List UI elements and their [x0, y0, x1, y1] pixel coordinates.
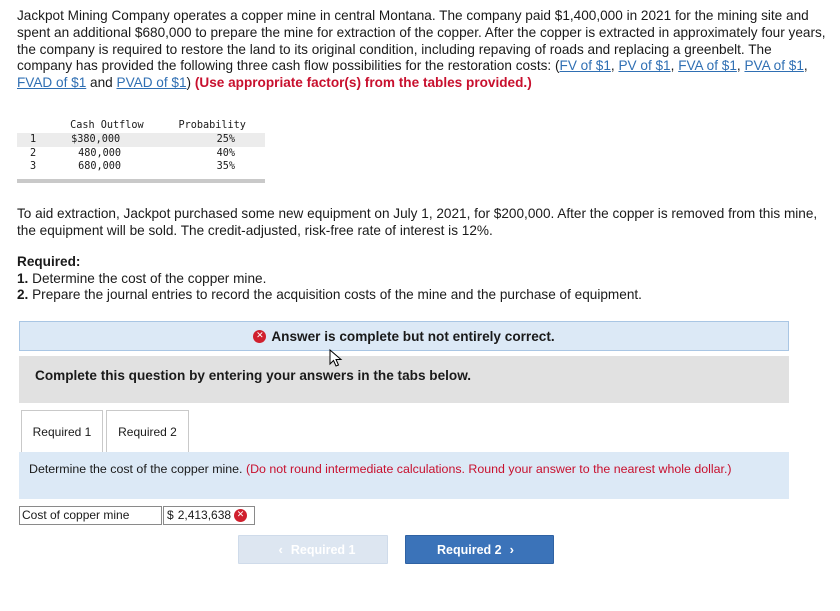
table-row — [17, 133, 265, 147]
header-cash-outflow: Cash Outflow — [70, 120, 144, 131]
probability-value: 40% — [216, 147, 235, 159]
required-item-2: 2. Prepare the journal entries to record the acquisition costs of the mine and the purchase of equipment. — [17, 287, 642, 303]
factor-instruction: (Use appropriate factor(s) from the tables provided.) — [194, 75, 532, 91]
link-fv-of-1[interactable]: FV of $1 — [559, 58, 611, 74]
chevron-left-icon: ‹ — [278, 542, 283, 557]
cash-flow-table — [17, 118, 265, 174]
header-probability: Probability — [178, 120, 246, 131]
link-fva-of-1[interactable]: FVA of $1 — [678, 58, 737, 74]
panel-rounding-note: (Do not round intermediate calculations. Round your answer to the nearest whole dollar.) — [245, 462, 732, 476]
row-index: 2 — [30, 147, 37, 159]
link-pva-of-1[interactable]: PVA of $1 — [744, 58, 804, 74]
prev-required-button[interactable]: ‹ Required 1 — [238, 535, 388, 564]
table-row — [17, 160, 265, 174]
tab-required-1[interactable]: Required 1 — [21, 410, 103, 452]
table-row — [17, 147, 265, 161]
required-section — [17, 254, 827, 304]
link-fvad-of-1[interactable]: FVAD of $1 — [17, 75, 87, 91]
currency-symbol: $ — [167, 508, 174, 522]
table-bottom-divider — [17, 179, 265, 183]
tab-required-2[interactable]: Required 2 — [106, 410, 189, 452]
cash-outflow-value: 680,000 — [78, 161, 122, 173]
link-pv-of-1[interactable]: PV of $1 — [618, 58, 671, 74]
cost-of-copper-mine-label: Cost of copper mine — [19, 506, 162, 525]
required-heading: Required: — [17, 254, 81, 269]
mouse-cursor-icon — [329, 349, 345, 369]
probability-value: 25% — [216, 134, 235, 146]
required-item-1: 1. Determine the cost of the copper mine. — [17, 270, 267, 286]
cost-value[interactable]: 2,413,638 — [177, 508, 232, 522]
answer-status-banner — [19, 321, 789, 351]
problem-text: Jackpot Mining Company operates a copper mine in central Montana. The company paid $1,400,000 in 2021 for the mining site and spent an additional $680,000 to prepare the mine for extraction of the copper. After the copper is extracted in approximately four years, the company is required to restore the land to its original condition, including repaving of roads and replacing a greenbelt. The company has provided the following three cash flow possibilities for the restoration costs: ( — [17, 8, 826, 74]
instruction-banner: Complete this question by entering your answers in the tabs below. — [19, 356, 789, 403]
cash-outflow-value: $380,000 — [71, 134, 121, 146]
row-index: 1 — [30, 134, 37, 146]
answer-status-text: Answer is complete but not entirely correct. — [271, 328, 555, 344]
panel-prompt-text: Determine the cost of the copper mine. — [29, 462, 246, 476]
probability-value: 35% — [216, 161, 235, 173]
incorrect-x-icon: ✕ — [253, 330, 266, 343]
incorrect-x-icon: ✕ — [234, 509, 247, 522]
tab-panel-prompt — [19, 452, 789, 499]
cost-of-copper-mine-input[interactable] — [163, 506, 255, 525]
link-pvad-of-1[interactable]: PVAD of $1 — [116, 75, 187, 91]
problem-statement: Jackpot Mining Company operates a copper mine in central Montana. The company paid $1,400,000 in 2021 for the mining site and spent an additional $680,000 to prepare the mine for extraction of the copper. After the copper is extracted in approximately four years, the company is required to restore the land to its original condition, including repaving of roads and replacing a greenbelt. The company has provided the following three cash flow possibilities for the restoration costs: (FV of $1, PV of $1, FVA of $1, PVA of $1, FVAD of $1 and PVAD of $1) (Use appropriate factor(s) from the tables provided.) — [17, 8, 826, 91]
equipment-paragraph: To aid extraction, Jackpot purchased some new equipment on July 1, 2021, for $200,000. After the copper is removed from this mine, the equipment will be sold. The credit-adjusted, risk-free rate of interest is 12%. — [17, 206, 818, 238]
row-index: 3 — [30, 161, 37, 173]
next-required-button[interactable]: Required 2 › — [405, 535, 554, 564]
cash-outflow-value: 480,000 — [78, 147, 122, 159]
chevron-right-icon: › — [509, 542, 514, 557]
